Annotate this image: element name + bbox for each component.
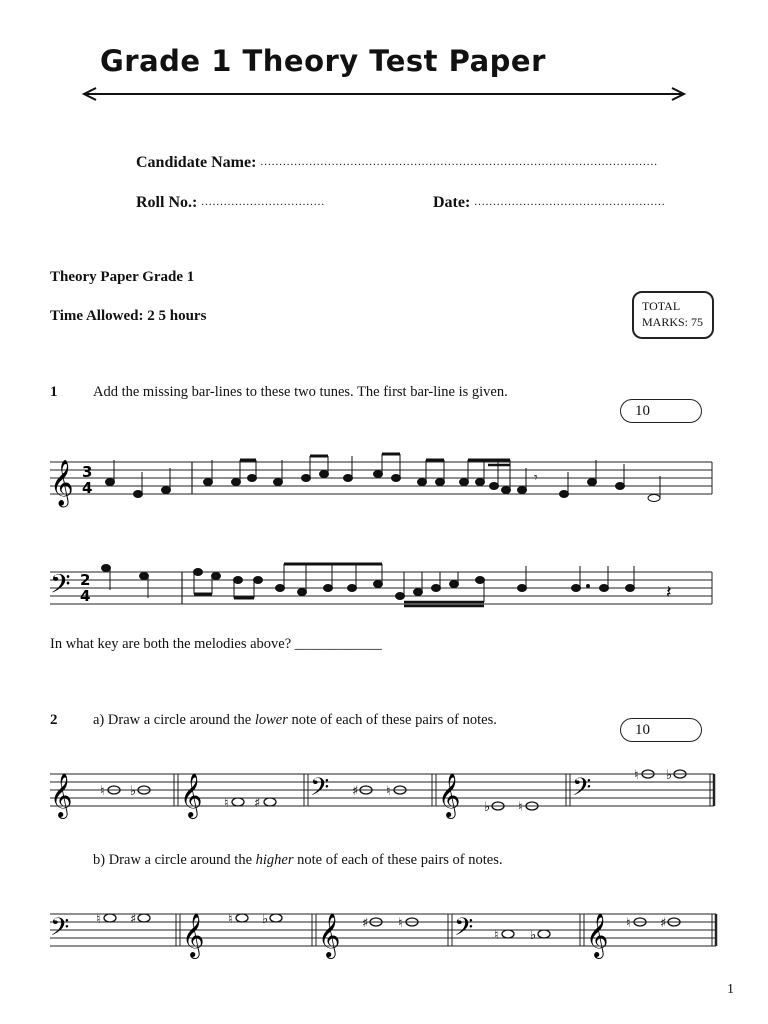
eighth-rest-icon: 𝄾 (534, 470, 538, 486)
candidate-name-line: .......................................................................................................... (260, 156, 658, 168)
title-underline-arrow (80, 84, 690, 104)
svg-text:♮: ♮ (398, 916, 403, 931)
svg-text:♭: ♭ (262, 912, 269, 927)
bass-clef-icon: 𝄢 (454, 913, 474, 948)
svg-text:♭: ♭ (666, 768, 673, 783)
roll-no-field[interactable] (136, 194, 325, 212)
treble-clef-icon: 𝄞 (318, 913, 341, 957)
svg-text:♯: ♯ (352, 784, 359, 799)
q2a-emphasis: lower (254, 712, 288, 728)
question-1-marks: 10 (620, 399, 702, 423)
time-sig2-top: 2 (80, 571, 91, 589)
treble-clef-icon: 𝄞 (180, 773, 203, 817)
svg-text:♯: ♯ (660, 916, 667, 931)
bass-clef-icon: 𝄢 (50, 913, 70, 948)
q2b-suffix: note of each of these pairs of notes. (293, 852, 503, 868)
svg-text:♮: ♮ (634, 768, 639, 783)
page-number: 1 (727, 982, 734, 997)
date-line: ................................................... (474, 196, 666, 208)
question-1-number: 1 (50, 384, 58, 400)
date-field[interactable] (433, 194, 666, 212)
svg-text:♮: ♮ (494, 928, 499, 943)
q1-staff-treble (48, 448, 716, 512)
candidate-name-field[interactable] (136, 154, 658, 172)
q2a-suffix: note of each of these pairs of notes. (287, 712, 497, 728)
svg-text:♮: ♮ (386, 784, 391, 799)
svg-text:♮: ♮ (224, 796, 229, 811)
question-2-marks: 10 (620, 718, 702, 742)
q2b-emphasis: higher (255, 852, 294, 868)
question-2a-text (93, 712, 497, 729)
date-label: Date: (433, 194, 471, 211)
svg-text:♮: ♮ (626, 916, 631, 931)
total-marks-line1: TOTAL (642, 299, 681, 313)
time-sig2-bottom: 4 (80, 587, 91, 605)
q2b-prefix: b) Draw a circle around the (93, 852, 256, 868)
q2b-staff (48, 902, 720, 962)
paper-name: Theory Paper Grade 1 (50, 269, 195, 285)
svg-text:♮: ♮ (96, 912, 101, 927)
time-sig-top: 3 (82, 463, 93, 481)
svg-text:♮: ♮ (228, 912, 233, 927)
bass-clef-icon: 𝄢 (572, 773, 592, 808)
q2a-prefix: a) Draw a circle around the (93, 712, 255, 728)
treble-clef-icon: 𝄞 (438, 773, 461, 817)
roll-no-label: Roll No.: (136, 194, 198, 211)
question-2b-text (93, 852, 502, 869)
svg-text:♮: ♮ (100, 784, 105, 799)
svg-text:♭: ♭ (530, 928, 537, 943)
treble-clef-icon: 𝄞 (586, 913, 609, 957)
question-2-number: 2 (50, 712, 58, 728)
treble-clef-icon: 𝄞 (50, 460, 74, 506)
time-allowed: Time Allowed: 2 5 hours (50, 308, 207, 324)
candidate-name-label: Candidate Name: (136, 154, 257, 171)
page-title: Grade 1 Theory Test Paper (100, 44, 546, 78)
svg-text:♯: ♯ (362, 916, 369, 931)
total-marks-box (632, 291, 714, 339)
question-1-text: Add the missing bar-lines to these two tunes. The first bar-line is given. (93, 384, 508, 400)
svg-text:♯: ♯ (254, 796, 261, 811)
svg-text:♭: ♭ (484, 800, 491, 815)
bass-clef-icon: 𝄢 (50, 568, 71, 606)
q2a-staff (48, 762, 718, 822)
svg-text:♭: ♭ (130, 784, 137, 799)
bass-clef-icon: 𝄢 (310, 773, 330, 808)
svg-text:♯: ♯ (130, 912, 137, 927)
treble-clef-icon: 𝄞 (50, 773, 73, 817)
svg-text:♮: ♮ (518, 800, 523, 815)
time-sig-bottom: 4 (82, 479, 93, 497)
question-1-followup: In what key are both the melodies above? ____________ (50, 636, 382, 652)
q1-staff-bass (48, 558, 716, 622)
quarter-rest-icon: 𝄽 (666, 582, 672, 603)
total-marks-line2: MARKS: 75 (642, 315, 704, 329)
roll-no-line: ................................. (201, 196, 326, 208)
treble-clef-icon: 𝄞 (182, 913, 205, 957)
